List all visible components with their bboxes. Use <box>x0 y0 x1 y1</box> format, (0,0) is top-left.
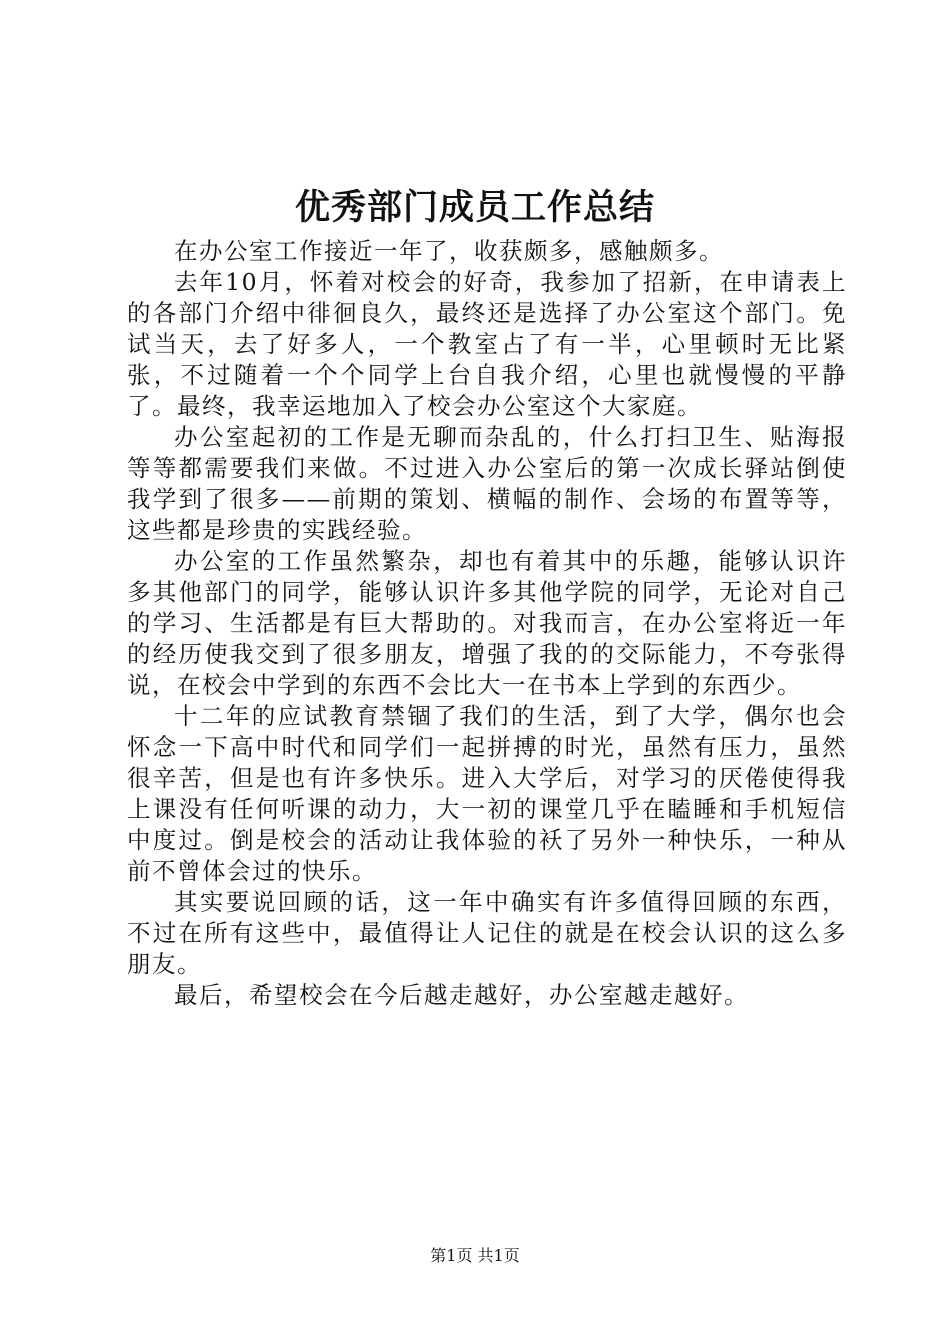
paragraph-4: 办公室的工作虽然繁杂，却也有着其中的乐趣，能够认识许多其他部门的同学，能够认识许多其他学院的同学，无论对自己的学习、生活都是有巨大帮助的。对我而言，在办公室将近一年的经历使我交到了很多朋友，增强了我的的交际能力，不夸张得说，在校会中学到的东西不会比大一在书本上学到的东西少。 <box>127 547 847 699</box>
paragraph-6: 其实要说回顾的话，这一年中确实有许多值得回顾的东西，不过在所有这些中，最值得让人记住的就是在校会认识的这么多朋友。 <box>127 888 847 978</box>
page-footer: 第1页 共1页 <box>430 1246 520 1265</box>
paragraph-1: 在办公室工作接近一年了，收获颇多，感触颇多。 <box>174 237 724 265</box>
paragraph-2: 去年10月，怀着对校会的好奇，我参加了招新，在申请表上的各部门介绍中徘徊良久，最终还是选择了办公室这个部门。免试当天，去了好多人，一个教室占了有一半，心里顿时无比紧张，不过随着一个个同学上台自我介绍，心里也就慢慢的平静了。最终，我幸运地加入了校会办公室这个大家庭。 <box>127 268 847 420</box>
paragraph-7: 最后，希望校会在今后越走越好，办公室越走越好。 <box>174 981 749 1009</box>
document-body <box>127 236 847 1011</box>
paragraph-5: 十二年的应试教育禁锢了我们的生活，到了大学，偶尔也会怀念一下高中时代和同学们一起拼搏的时光，虽然有压力，虽然很辛苦，但是也有许多快乐。进入大学后，对学习的厌倦使得我上课没有任何听课的动力，大一初的课堂几乎在瞌睡和手机短信中度过。倒是校会的活动让我体验的袄了另外一种快乐，一种从前不曾体会过的快乐。 <box>127 702 847 885</box>
paragraph-3: 办公室起初的工作是无聊而杂乱的，什么打扫卫生、贴海报等等都需要我们来做。不过进入办公室后的第一次成长驿站倒使我学到了很多——前期的策划、横幅的制作、会场的布置等等，这些都是珍贵的实践经验。 <box>127 423 847 544</box>
document-title: 优秀部门成员工作总结 <box>294 187 655 228</box>
